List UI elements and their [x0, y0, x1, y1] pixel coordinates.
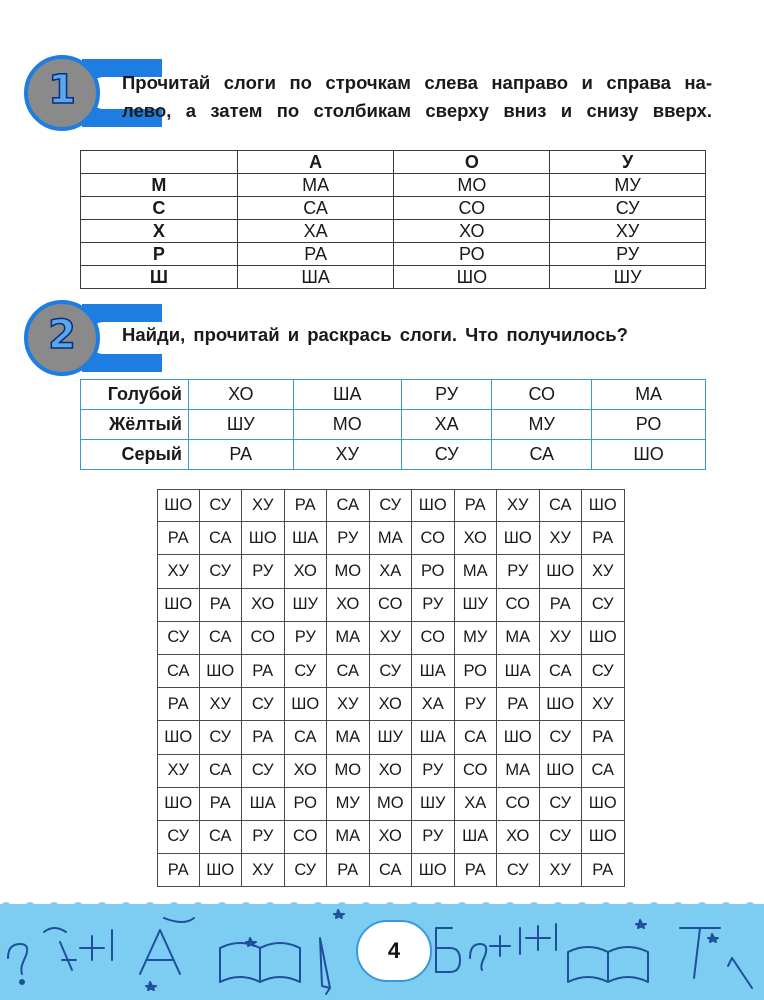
row-consonant-label: М — [81, 174, 238, 197]
grid-syllable-cell[interactable]: РА — [582, 854, 625, 887]
grid-syllable-cell[interactable]: РУ — [497, 555, 540, 588]
grid-syllable-cell[interactable]: ШО — [200, 655, 243, 688]
grid-syllable-cell[interactable]: МА — [327, 721, 370, 754]
grid-syllable-cell[interactable]: МА — [497, 755, 540, 788]
syllable-cell: РО — [394, 243, 550, 266]
grid-syllable-cell[interactable]: СО — [412, 522, 455, 555]
grid-syllable-cell[interactable]: ШУ — [455, 589, 498, 622]
grid-syllable-cell[interactable]: ХУ — [540, 622, 583, 655]
grid-syllable-cell[interactable]: МА — [455, 555, 498, 588]
grid-syllable-cell[interactable]: СУ — [540, 788, 583, 821]
grid-syllable-cell[interactable]: ХА — [455, 788, 498, 821]
row-consonant-label: Х — [81, 220, 238, 243]
grid-syllable-cell[interactable]: ШО — [200, 854, 243, 887]
grid-syllable-cell[interactable]: МО — [327, 555, 370, 588]
grid-syllable-cell[interactable]: СУ — [200, 721, 243, 754]
legend-syllable-cell: ХА — [401, 410, 491, 440]
grid-syllable-cell[interactable]: МА — [497, 622, 540, 655]
grid-syllable-cell[interactable]: РА — [157, 854, 200, 887]
grid-syllable-cell[interactable]: ША — [412, 655, 455, 688]
header-cell — [81, 151, 238, 174]
grid-syllable-cell[interactable]: СО — [455, 755, 498, 788]
legend-syllable-cell: ХУ — [293, 440, 401, 470]
grid-row — [157, 721, 625, 754]
grid-row — [157, 655, 625, 688]
grid-syllable-cell[interactable]: ХО — [285, 555, 328, 588]
grid-syllable-cell[interactable]: СУ — [285, 655, 328, 688]
header-cell: А — [237, 151, 394, 174]
grid-syllable-cell[interactable]: СА — [200, 522, 243, 555]
legend-syllable-cell: ША — [293, 380, 401, 410]
grid-syllable-cell[interactable]: РА — [582, 522, 625, 555]
legend-syllable-cell: МУ — [492, 410, 592, 440]
grid-syllable-cell[interactable]: РА — [200, 589, 243, 622]
grid-syllable-cell[interactable]: ХО — [497, 821, 540, 854]
grid-syllable-cell[interactable]: ШО — [497, 522, 540, 555]
task-1-text-line-2: лево, а затем по столбикам сверху вниз и снизу вверх. — [122, 100, 712, 121]
grid-syllable-cell[interactable]: РО — [412, 555, 455, 588]
grid-syllable-cell[interactable]: СА — [327, 655, 370, 688]
grid-syllable-cell[interactable]: РО — [455, 655, 498, 688]
grid-syllable-cell[interactable]: СУ — [370, 489, 413, 522]
syllable-cell: СО — [394, 197, 550, 220]
grid-syllable-cell[interactable]: ША — [242, 788, 285, 821]
grid-syllable-cell[interactable]: СО — [242, 622, 285, 655]
grid-row — [157, 755, 625, 788]
syllable-table-row — [81, 174, 706, 197]
color-label: Жёлтый — [81, 410, 189, 440]
grid-syllable-cell[interactable]: ХУ — [327, 688, 370, 721]
grid-syllable-cell[interactable]: СУ — [540, 721, 583, 754]
row-consonant-label: Р — [81, 243, 238, 266]
grid-syllable-cell[interactable]: ШО — [540, 688, 583, 721]
legend-syllable-cell: ШО — [592, 440, 706, 470]
grid-syllable-cell[interactable]: СА — [200, 622, 243, 655]
grid-syllable-cell[interactable]: ХА — [370, 555, 413, 588]
grid-syllable-cell[interactable]: ШУ — [370, 721, 413, 754]
grid-syllable-cell[interactable]: ШО — [497, 721, 540, 754]
syllable-table — [80, 150, 706, 289]
legend-row — [81, 410, 706, 440]
grid-syllable-cell[interactable]: РУ — [242, 821, 285, 854]
grid-syllable-cell[interactable]: РА — [497, 688, 540, 721]
grid-syllable-cell[interactable]: РА — [200, 788, 243, 821]
grid-syllable-cell[interactable]: СУ — [157, 622, 200, 655]
grid-row — [157, 589, 625, 622]
legend-syllable-cell: СО — [492, 380, 592, 410]
grid-syllable-cell[interactable]: ШО — [157, 721, 200, 754]
grid-syllable-cell[interactable]: ШО — [285, 688, 328, 721]
legend-syllable-cell: РО — [592, 410, 706, 440]
syllable-cell: МУ — [550, 174, 706, 197]
grid-syllable-cell[interactable]: СО — [285, 821, 328, 854]
task-1-instructions — [122, 69, 712, 125]
grid-syllable-cell[interactable]: ШО — [582, 788, 625, 821]
grid-syllable-cell[interactable]: МО — [327, 755, 370, 788]
grid-row — [157, 821, 625, 854]
syllable-table-header — [81, 151, 706, 174]
grid-syllable-cell[interactable]: ХУ — [370, 622, 413, 655]
grid-syllable-cell[interactable]: МА — [327, 622, 370, 655]
grid-syllable-cell[interactable]: МО — [370, 788, 413, 821]
task-number: 1 — [48, 67, 76, 113]
grid-syllable-cell[interactable]: СА — [327, 489, 370, 522]
grid-row — [157, 788, 625, 821]
grid-syllable-cell[interactable]: СО — [370, 589, 413, 622]
grid-row — [157, 622, 625, 655]
grid-syllable-cell[interactable]: ХУ — [242, 489, 285, 522]
grid-syllable-cell[interactable]: СУ — [242, 755, 285, 788]
grid-syllable-cell[interactable]: ХО — [370, 755, 413, 788]
grid-syllable-cell[interactable]: РА — [157, 522, 200, 555]
syllable-coloring-grid — [157, 489, 625, 887]
syllable-table-row — [81, 197, 706, 220]
row-consonant-label: С — [81, 197, 238, 220]
color-label: Серый — [81, 440, 189, 470]
grid-syllable-cell[interactable]: ХУ — [200, 688, 243, 721]
grid-syllable-cell[interactable]: СО — [412, 622, 455, 655]
task-1-text-line-1: Прочитай слоги по строчкам слева направо и справа на- — [122, 72, 712, 93]
grid-syllable-cell[interactable]: ША — [285, 522, 328, 555]
grid-row — [157, 854, 625, 887]
grid-syllable-cell[interactable]: РУ — [412, 821, 455, 854]
grid-syllable-cell[interactable]: СА — [157, 655, 200, 688]
grid-syllable-cell[interactable]: СА — [370, 854, 413, 887]
grid-row — [157, 688, 625, 721]
grid-syllable-cell[interactable]: РУ — [327, 522, 370, 555]
syllable-cell: ХА — [237, 220, 394, 243]
grid-syllable-cell[interactable]: ШУ — [285, 589, 328, 622]
syllable-cell: ХО — [394, 220, 550, 243]
grid-syllable-cell[interactable]: ШУ — [412, 788, 455, 821]
page-number: 4 — [356, 920, 432, 982]
grid-syllable-cell[interactable]: ХУ — [582, 688, 625, 721]
grid-syllable-cell[interactable]: ХА — [412, 688, 455, 721]
grid-syllable-cell[interactable]: РУ — [242, 555, 285, 588]
grid-syllable-cell[interactable]: ША — [497, 655, 540, 688]
grid-syllable-cell[interactable]: МУ — [327, 788, 370, 821]
grid-syllable-cell[interactable]: СУ — [285, 854, 328, 887]
grid-syllable-cell[interactable]: МА — [327, 821, 370, 854]
grid-syllable-cell[interactable]: СУ — [157, 821, 200, 854]
syllable-table-row — [81, 243, 706, 266]
legend-row — [81, 440, 706, 470]
legend-syllable-cell: СА — [492, 440, 592, 470]
syllable-cell: ША — [237, 266, 394, 289]
grid-syllable-cell[interactable]: РА — [455, 854, 498, 887]
grid-syllable-cell[interactable]: СА — [540, 489, 583, 522]
grid-syllable-cell[interactable]: РА — [285, 489, 328, 522]
grid-syllable-cell[interactable]: ХУ — [242, 854, 285, 887]
grid-syllable-cell[interactable]: ШО — [582, 622, 625, 655]
grid-syllable-cell[interactable]: СУ — [242, 688, 285, 721]
grid-syllable-cell[interactable]: ШО — [157, 788, 200, 821]
legend-syllable-cell: СУ — [401, 440, 491, 470]
color-legend-table — [80, 379, 706, 470]
syllable-cell: ШУ — [550, 266, 706, 289]
grid-syllable-cell[interactable]: РА — [242, 655, 285, 688]
grid-syllable-cell[interactable]: СА — [540, 655, 583, 688]
grid-syllable-cell[interactable]: ШО — [157, 489, 200, 522]
legend-syllable-cell: РА — [189, 440, 294, 470]
grid-syllable-cell[interactable]: ХО — [327, 589, 370, 622]
grid-syllable-cell[interactable]: СА — [455, 721, 498, 754]
header-cell: О — [394, 151, 550, 174]
grid-syllable-cell[interactable]: СУ — [540, 821, 583, 854]
grid-syllable-cell[interactable]: ША — [455, 821, 498, 854]
grid-syllable-cell[interactable]: ХУ — [582, 555, 625, 588]
legend-syllable-cell: РУ — [401, 380, 491, 410]
grid-syllable-cell[interactable]: СУ — [370, 655, 413, 688]
syllable-cell: РУ — [550, 243, 706, 266]
syllable-cell: ХУ — [550, 220, 706, 243]
grid-syllable-cell[interactable]: ШО — [242, 522, 285, 555]
grid-syllable-cell[interactable]: ШО — [582, 821, 625, 854]
grid-row — [157, 522, 625, 555]
task-number: 2 — [48, 312, 76, 358]
grid-syllable-cell[interactable]: ХО — [370, 688, 413, 721]
grid-row — [157, 489, 625, 522]
grid-syllable-cell[interactable]: ХУ — [157, 755, 200, 788]
grid-syllable-cell[interactable]: ШО — [540, 755, 583, 788]
legend-syllable-cell: МА — [592, 380, 706, 410]
grid-syllable-cell[interactable]: ХУ — [157, 555, 200, 588]
grid-syllable-cell[interactable]: ХУ — [540, 854, 583, 887]
grid-syllable-cell[interactable]: СА — [200, 755, 243, 788]
grid-syllable-cell[interactable]: РА — [582, 721, 625, 754]
legend-syllable-cell: ШУ — [189, 410, 294, 440]
grid-syllable-cell[interactable]: ХО — [455, 522, 498, 555]
syllable-cell: РА — [237, 243, 394, 266]
task-2-instructions: Найди, прочитай и раскрась слоги. Что получилось? — [122, 324, 628, 345]
syllable-table-row — [81, 266, 706, 289]
syllable-cell: СА — [237, 197, 394, 220]
grid-syllable-cell[interactable]: СО — [497, 589, 540, 622]
grid-syllable-cell[interactable]: ШО — [412, 489, 455, 522]
grid-syllable-cell[interactable]: МУ — [455, 622, 498, 655]
grid-syllable-cell[interactable]: ХУ — [497, 489, 540, 522]
grid-syllable-cell[interactable]: СУ — [200, 555, 243, 588]
grid-syllable-cell[interactable]: РУ — [412, 755, 455, 788]
grid-syllable-cell[interactable]: ШО — [582, 489, 625, 522]
grid-syllable-cell[interactable]: ХО — [370, 821, 413, 854]
grid-syllable-cell[interactable]: СА — [285, 721, 328, 754]
grid-syllable-cell[interactable]: РА — [455, 489, 498, 522]
grid-syllable-cell[interactable]: СУ — [497, 854, 540, 887]
grid-syllable-cell[interactable]: СА — [200, 821, 243, 854]
grid-syllable-cell[interactable]: ХО — [242, 589, 285, 622]
grid-syllable-cell[interactable]: РО — [285, 788, 328, 821]
syllable-cell: ШО — [394, 266, 550, 289]
color-label: Голубой — [81, 380, 189, 410]
legend-row — [81, 380, 706, 410]
grid-syllable-cell[interactable]: СУ — [200, 489, 243, 522]
grid-syllable-cell[interactable]: РА — [242, 721, 285, 754]
grid-syllable-cell[interactable]: ХУ — [540, 522, 583, 555]
grid-syllable-cell[interactable]: ШО — [540, 555, 583, 588]
footer-wave-edge — [0, 898, 764, 906]
grid-syllable-cell[interactable]: ШО — [412, 854, 455, 887]
grid-syllable-cell[interactable]: СО — [497, 788, 540, 821]
grid-syllable-cell[interactable]: ША — [412, 721, 455, 754]
grid-syllable-cell[interactable]: СА — [582, 755, 625, 788]
grid-syllable-cell[interactable]: РУ — [455, 688, 498, 721]
grid-syllable-cell[interactable]: РУ — [412, 589, 455, 622]
syllable-table-row — [81, 220, 706, 243]
legend-syllable-cell: ХО — [189, 380, 294, 410]
syllable-cell: МО — [394, 174, 550, 197]
grid-syllable-cell[interactable]: РА — [540, 589, 583, 622]
grid-syllable-cell[interactable]: ХО — [285, 755, 328, 788]
legend-syllable-cell: МО — [293, 410, 401, 440]
grid-syllable-cell[interactable]: СУ — [582, 589, 625, 622]
grid-syllable-cell[interactable]: РА — [157, 688, 200, 721]
grid-syllable-cell[interactable]: ШО — [157, 589, 200, 622]
row-consonant-label: Ш — [81, 266, 238, 289]
grid-row — [157, 555, 625, 588]
grid-syllable-cell[interactable]: МА — [370, 522, 413, 555]
grid-syllable-cell[interactable]: РА — [327, 854, 370, 887]
header-cell: У — [550, 151, 706, 174]
grid-syllable-cell[interactable]: СУ — [582, 655, 625, 688]
grid-syllable-cell[interactable]: РУ — [285, 622, 328, 655]
syllable-cell: МА — [237, 174, 394, 197]
syllable-cell: СУ — [550, 197, 706, 220]
